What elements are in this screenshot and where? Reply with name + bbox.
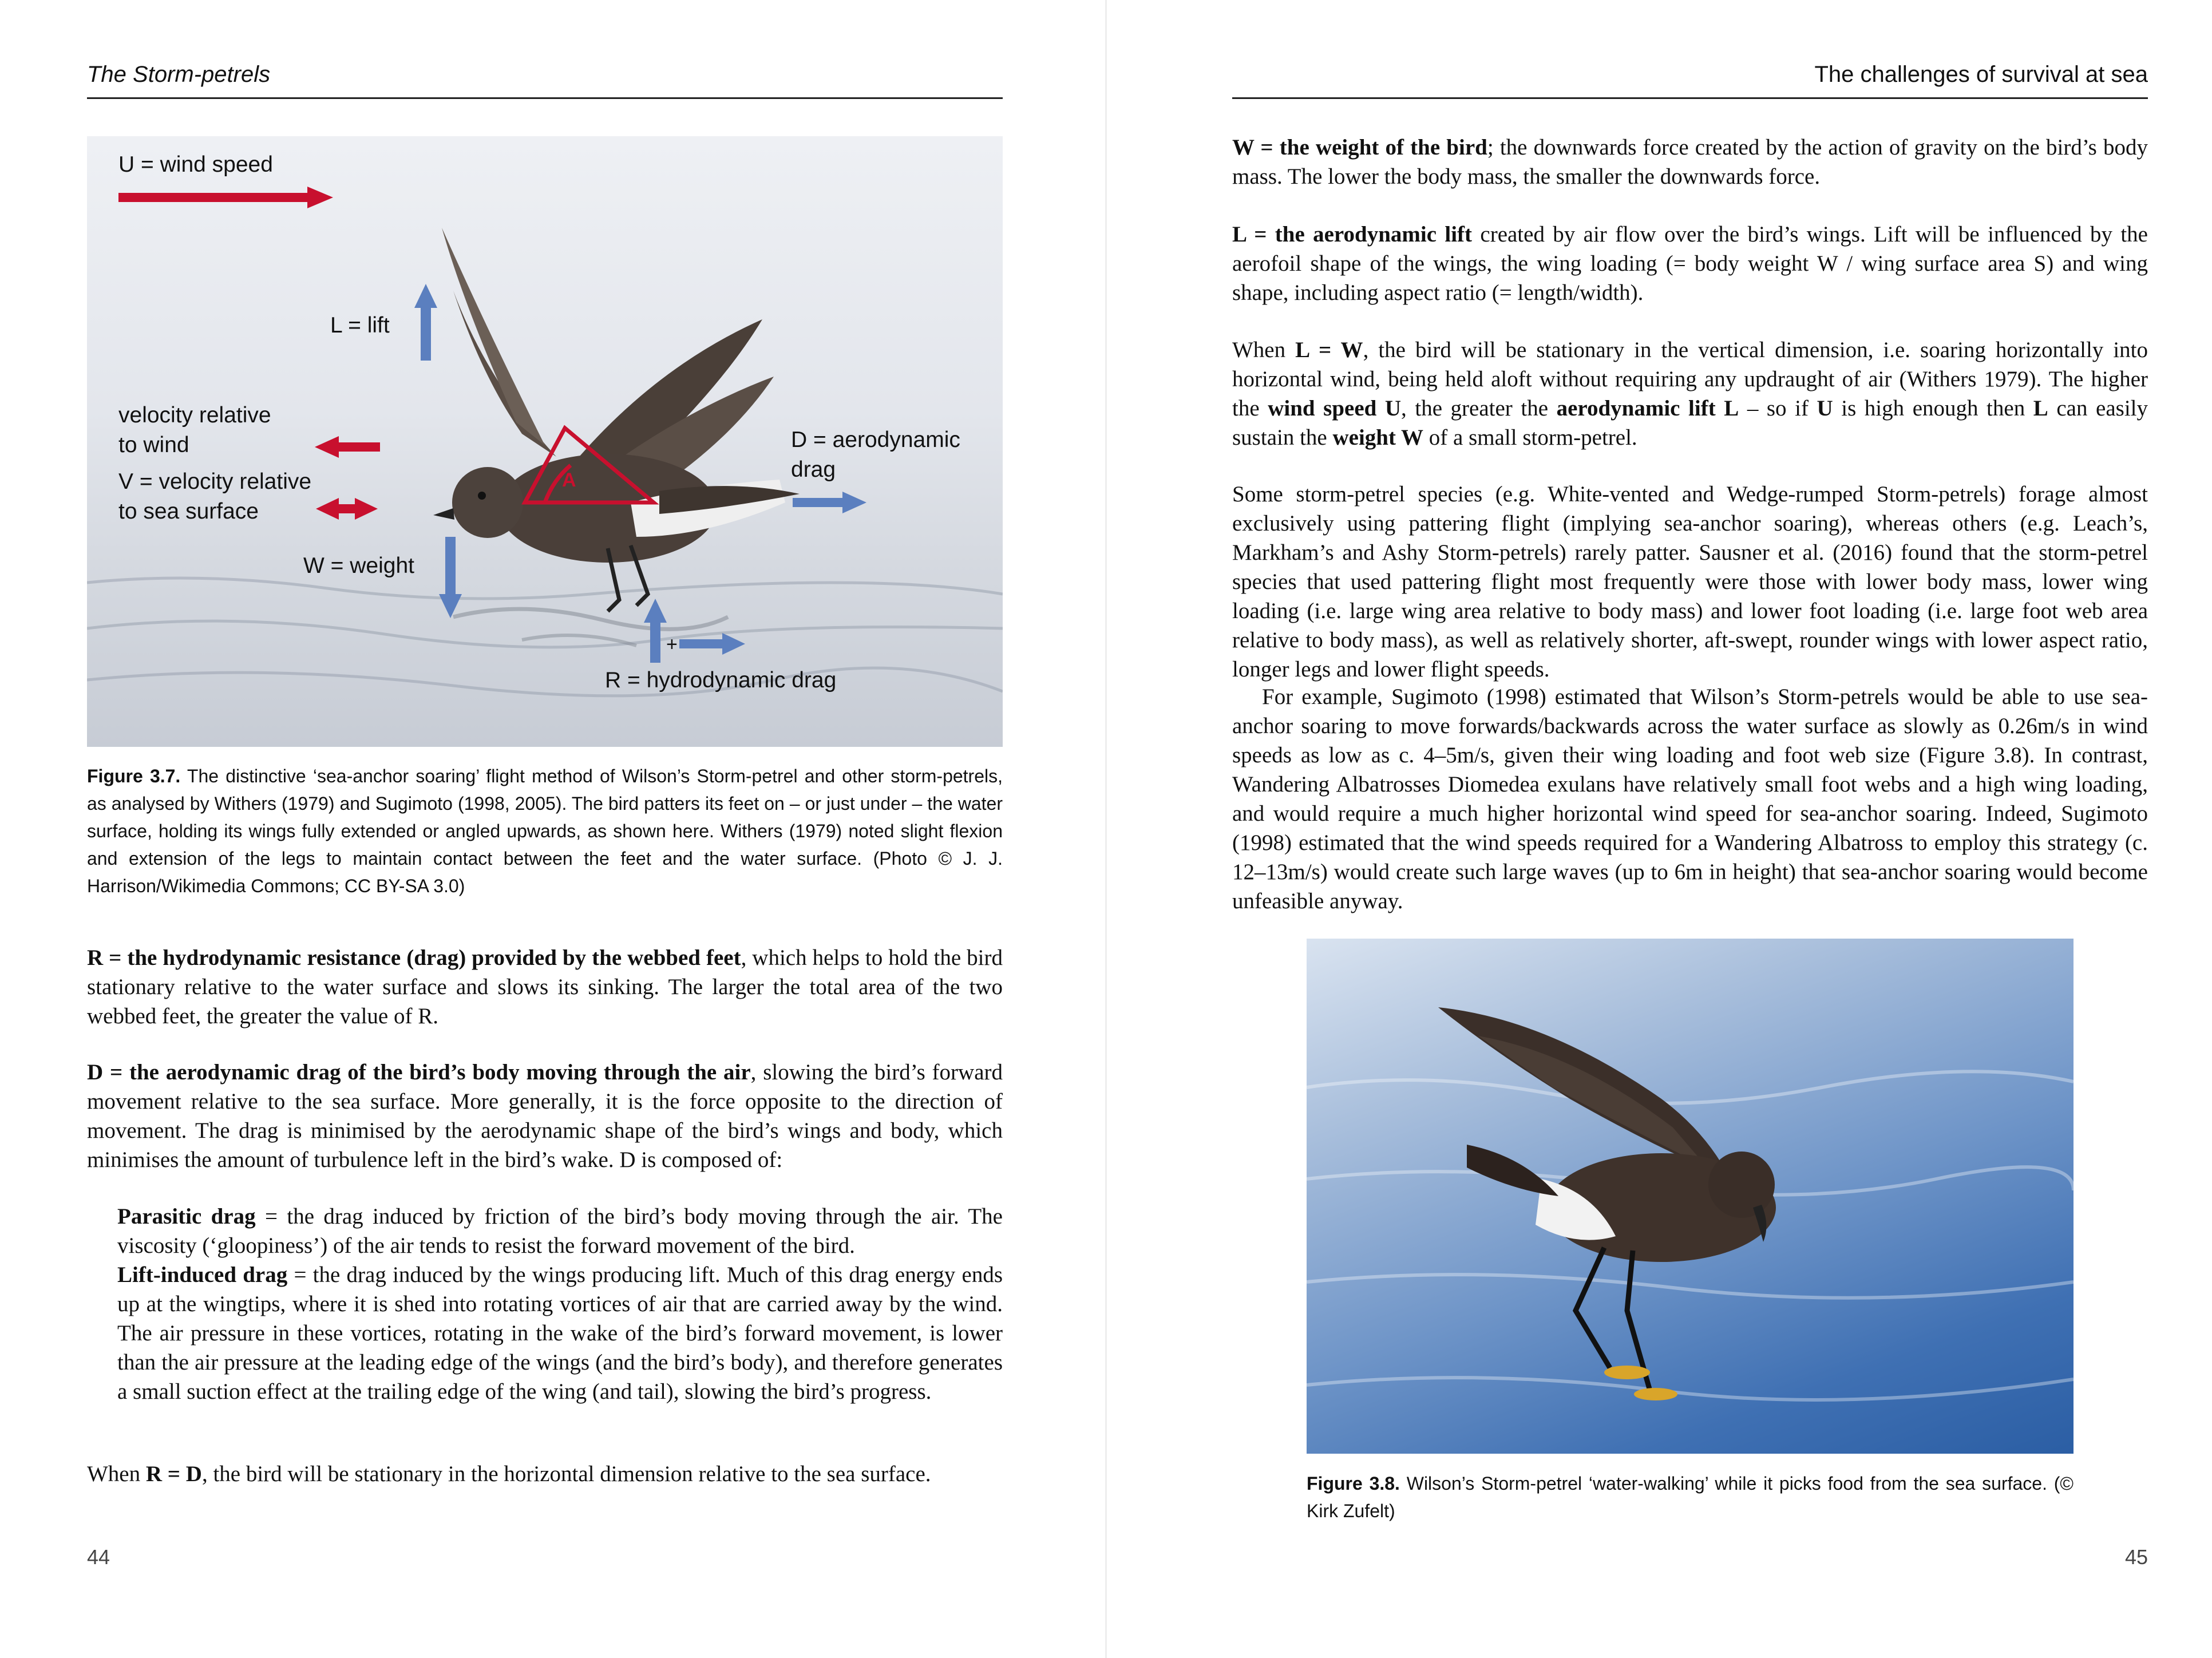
text-r-equals-d: , the bird will be stationary in the horizontal dimension relative to the sea surface. <box>201 1462 931 1486</box>
text-when: When <box>87 1462 146 1486</box>
page-number-left: 44 <box>87 1545 110 1569</box>
text-lw-3: – so if <box>1739 396 1817 421</box>
text-lw-5: can easily sustain the <box>1232 396 2148 450</box>
caption-label: Figure 3.7. <box>87 766 181 786</box>
label-weight: W = weight <box>303 553 414 578</box>
paragraph-l-equals-w <box>1232 335 2148 452</box>
label-plus: + <box>666 634 678 655</box>
term-l-short: L <box>2033 396 2048 421</box>
paragraph-r-definition <box>87 943 1003 1031</box>
paragraph-example: For example, Sugimoto (1998) estimated that Wilson’s Storm-petrels would be able to use sea-anchor soaring to move forwards/backwards across the water surface as slowly as 0.26m/s in wind speeds as low as c. 4–5m/s, given their wing loading and foot web size (Figure 3.8). In contrast, Wandering Albatrosses Diomedea exulans have relatively small foot webs and a high wing loading, and would require a much higher horizontal wind speed for sea-anchor soaring. Indeed, Sugimoto (1998) estimated that the wind speeds required for a Wandering Albatross to employ this strategy (c. 12–13m/s) would create such large waves (up to 6m in height) that sea-anchor soaring would become unfeasible anyway. <box>1232 684 2148 913</box>
text-w: ; the downwards force created by the action of gravity on the bird’s body mass. The lower the body mass, the smaller the downwards force. <box>1232 135 2148 189</box>
paragraph-w-definition <box>1232 133 2148 191</box>
figure-3-7-caption <box>87 762 1003 900</box>
bird-silhouette <box>433 228 800 611</box>
caption-label-3-8: Figure 3.8. <box>1307 1473 1400 1494</box>
term-l-equals-w: L = W <box>1295 338 1363 362</box>
label-velocity-sea-line1: V = velocity relative <box>118 469 312 494</box>
label-aero-drag-line1: D = aerodynamic <box>791 428 960 452</box>
petrel-bird <box>1438 1007 1776 1400</box>
text-d: , slowing the bird’s forward movement relative to the sea surface. More generally, it is the force opposite to the direction of movement. The drag is minimised by the aerodynamic shape of the bird’s wings and body, which minimises the amount of turbulence left in the bird’s wake. D is composed of: <box>87 1060 1003 1172</box>
term-wind-speed-u: wind speed U <box>1268 396 1402 421</box>
term-l: L = the aerodynamic lift <box>1232 222 1473 247</box>
right-page <box>1106 0 2212 1658</box>
figure-3-7-photo <box>87 136 1003 747</box>
running-head-right: The challenges of survival at sea <box>1232 57 2148 99</box>
label-velocity-wind-line1: velocity relative <box>118 403 271 428</box>
water-walking-petrel <box>1307 939 2073 1454</box>
caption-text: The distinctive ‘sea-anchor soaring’ flight method of Wilson’s Storm-petrel and other storm-petrels, as analysed by Withers (1979) and Sugimoto (1998, 2005). The bird patters its feet on – or just under – the water surface, holding its wings fully extended or angled upwards, as shown here. Withers (1979) noted slight flexion and extension of the legs to maintain contact between the feet and the water surface. (Photo © J. J. Harrison/Wikimedia Commons; CC BY-SA 3.0) <box>87 766 1003 896</box>
term-aerodynamic-lift-l: aerodynamic lift L <box>1556 396 1739 421</box>
figure-3-8-photo <box>1307 939 2073 1454</box>
text-r: , which helps to hold the bird stationary relative to the water surface and slows its sinking. The larger the total area of the two webbed feet, the greater the value of R. <box>87 945 1003 1028</box>
text-lw-1: , the bird will be stationary in the vertical dimension, i.e. soaring horizontally into horizontal wind, being held aloft without requiring any updraught of air (Withers 1979). The higher the <box>1232 338 2148 421</box>
label-velocity-sea-line2: to sea surface <box>118 499 259 524</box>
term-u: U <box>1817 396 1833 421</box>
label-wind-speed: U = wind speed <box>118 152 273 177</box>
paragraph-l-definition <box>1232 220 2148 307</box>
water-ripples <box>87 578 1003 696</box>
label-velocity-wind-line2: to wind <box>118 433 189 457</box>
paragraph-lift-induced-drag <box>117 1260 1003 1406</box>
term-r-equals-d: R = D <box>145 1462 202 1486</box>
term-d: D = the aerodynamic drag of the bird’s body moving through the air <box>87 1060 751 1085</box>
paragraph-d-definition <box>87 1058 1003 1174</box>
text-lift-induced-drag: = the drag induced by the wings producing lift. Much of this drag energy ends up at the wingtips, where it is shed into rotating vortices of air that are carried away by the wind. The air pressure in these vortices, rotating in the wake of the bird’s forward movement, is lower than the air pressure at the leading edge of the wings (and the bird’s body), and therefore generates a small suction effect at the trailing edge of the wing (and tail), slowing the bird’s progress. <box>117 1263 1003 1404</box>
figure-3-8-caption <box>1307 1470 2073 1525</box>
term-lift-induced-drag: Lift-induced drag <box>117 1263 288 1287</box>
label-angle: A <box>562 469 576 491</box>
text-lw-4: is high enough then <box>1833 396 2033 421</box>
text-lw-6: of a small storm-petrel. <box>1423 425 1637 450</box>
term-r: R = the hydrodynamic resistance (drag) provided by the webbed feet <box>87 945 741 970</box>
label-aero-drag-line2: drag <box>791 457 836 482</box>
label-lift: L = lift <box>330 313 390 338</box>
running-head-left: The Storm-petrels <box>87 57 1003 99</box>
text-parasitic-drag: = the drag induced by friction of the bird’s body moving through the air. The viscosity (‘gloopiness’) of the air tends to resist the forward movement of the bird. <box>117 1204 1003 1258</box>
page-number-right: 45 <box>2124 1545 2148 1569</box>
text-l: created by air flow over the bird’s wings. Lift will be influenced by the aerofoil shape of the wings, the wing loading (= body weight W / wing surface area S) and wing shape, including aspect ratio (= length/width). <box>1232 222 2148 305</box>
caption-text-3-8: Wilson’s Storm-petrel ‘water-walking’ while it picks food from the sea surface. (© Kirk Zufelt) <box>1307 1473 2074 1521</box>
label-hydrodynamic-drag: R = hydrodynamic drag <box>605 668 837 693</box>
text-lw-2: , the greater the <box>1401 396 1557 421</box>
paragraph-r-equals-d <box>87 1459 1003 1489</box>
paragraph-parasitic-drag <box>117 1202 1003 1260</box>
term-weight-w: weight W <box>1332 425 1424 450</box>
term-w: W = the weight of the bird <box>1232 135 1487 160</box>
text-when-lw: When <box>1232 338 1296 362</box>
term-parasitic-drag: Parasitic drag <box>117 1204 256 1229</box>
paragraph-species: Some storm-petrel species (e.g. White-vented and Wedge-rumped Storm-petrels) forage almost exclusively using pattering flight (implying sea-anchor soaring), whereas others (e.g. Leach’s, Markham’s and Ashy Storm-petrels) rarely patter. Sausner et al. (2016) found that the storm-petrel species that used pattering flight most frequently were those with lower body mass, lower wing loading (i.e. large wing area relative to body mass) and lower foot loading (i.e. large foot web area relative to body mass), as well as relatively shorter, aft-swept, rounder wings with lower aspect ratio, longer legs and lower flight speeds. <box>1232 482 2148 682</box>
